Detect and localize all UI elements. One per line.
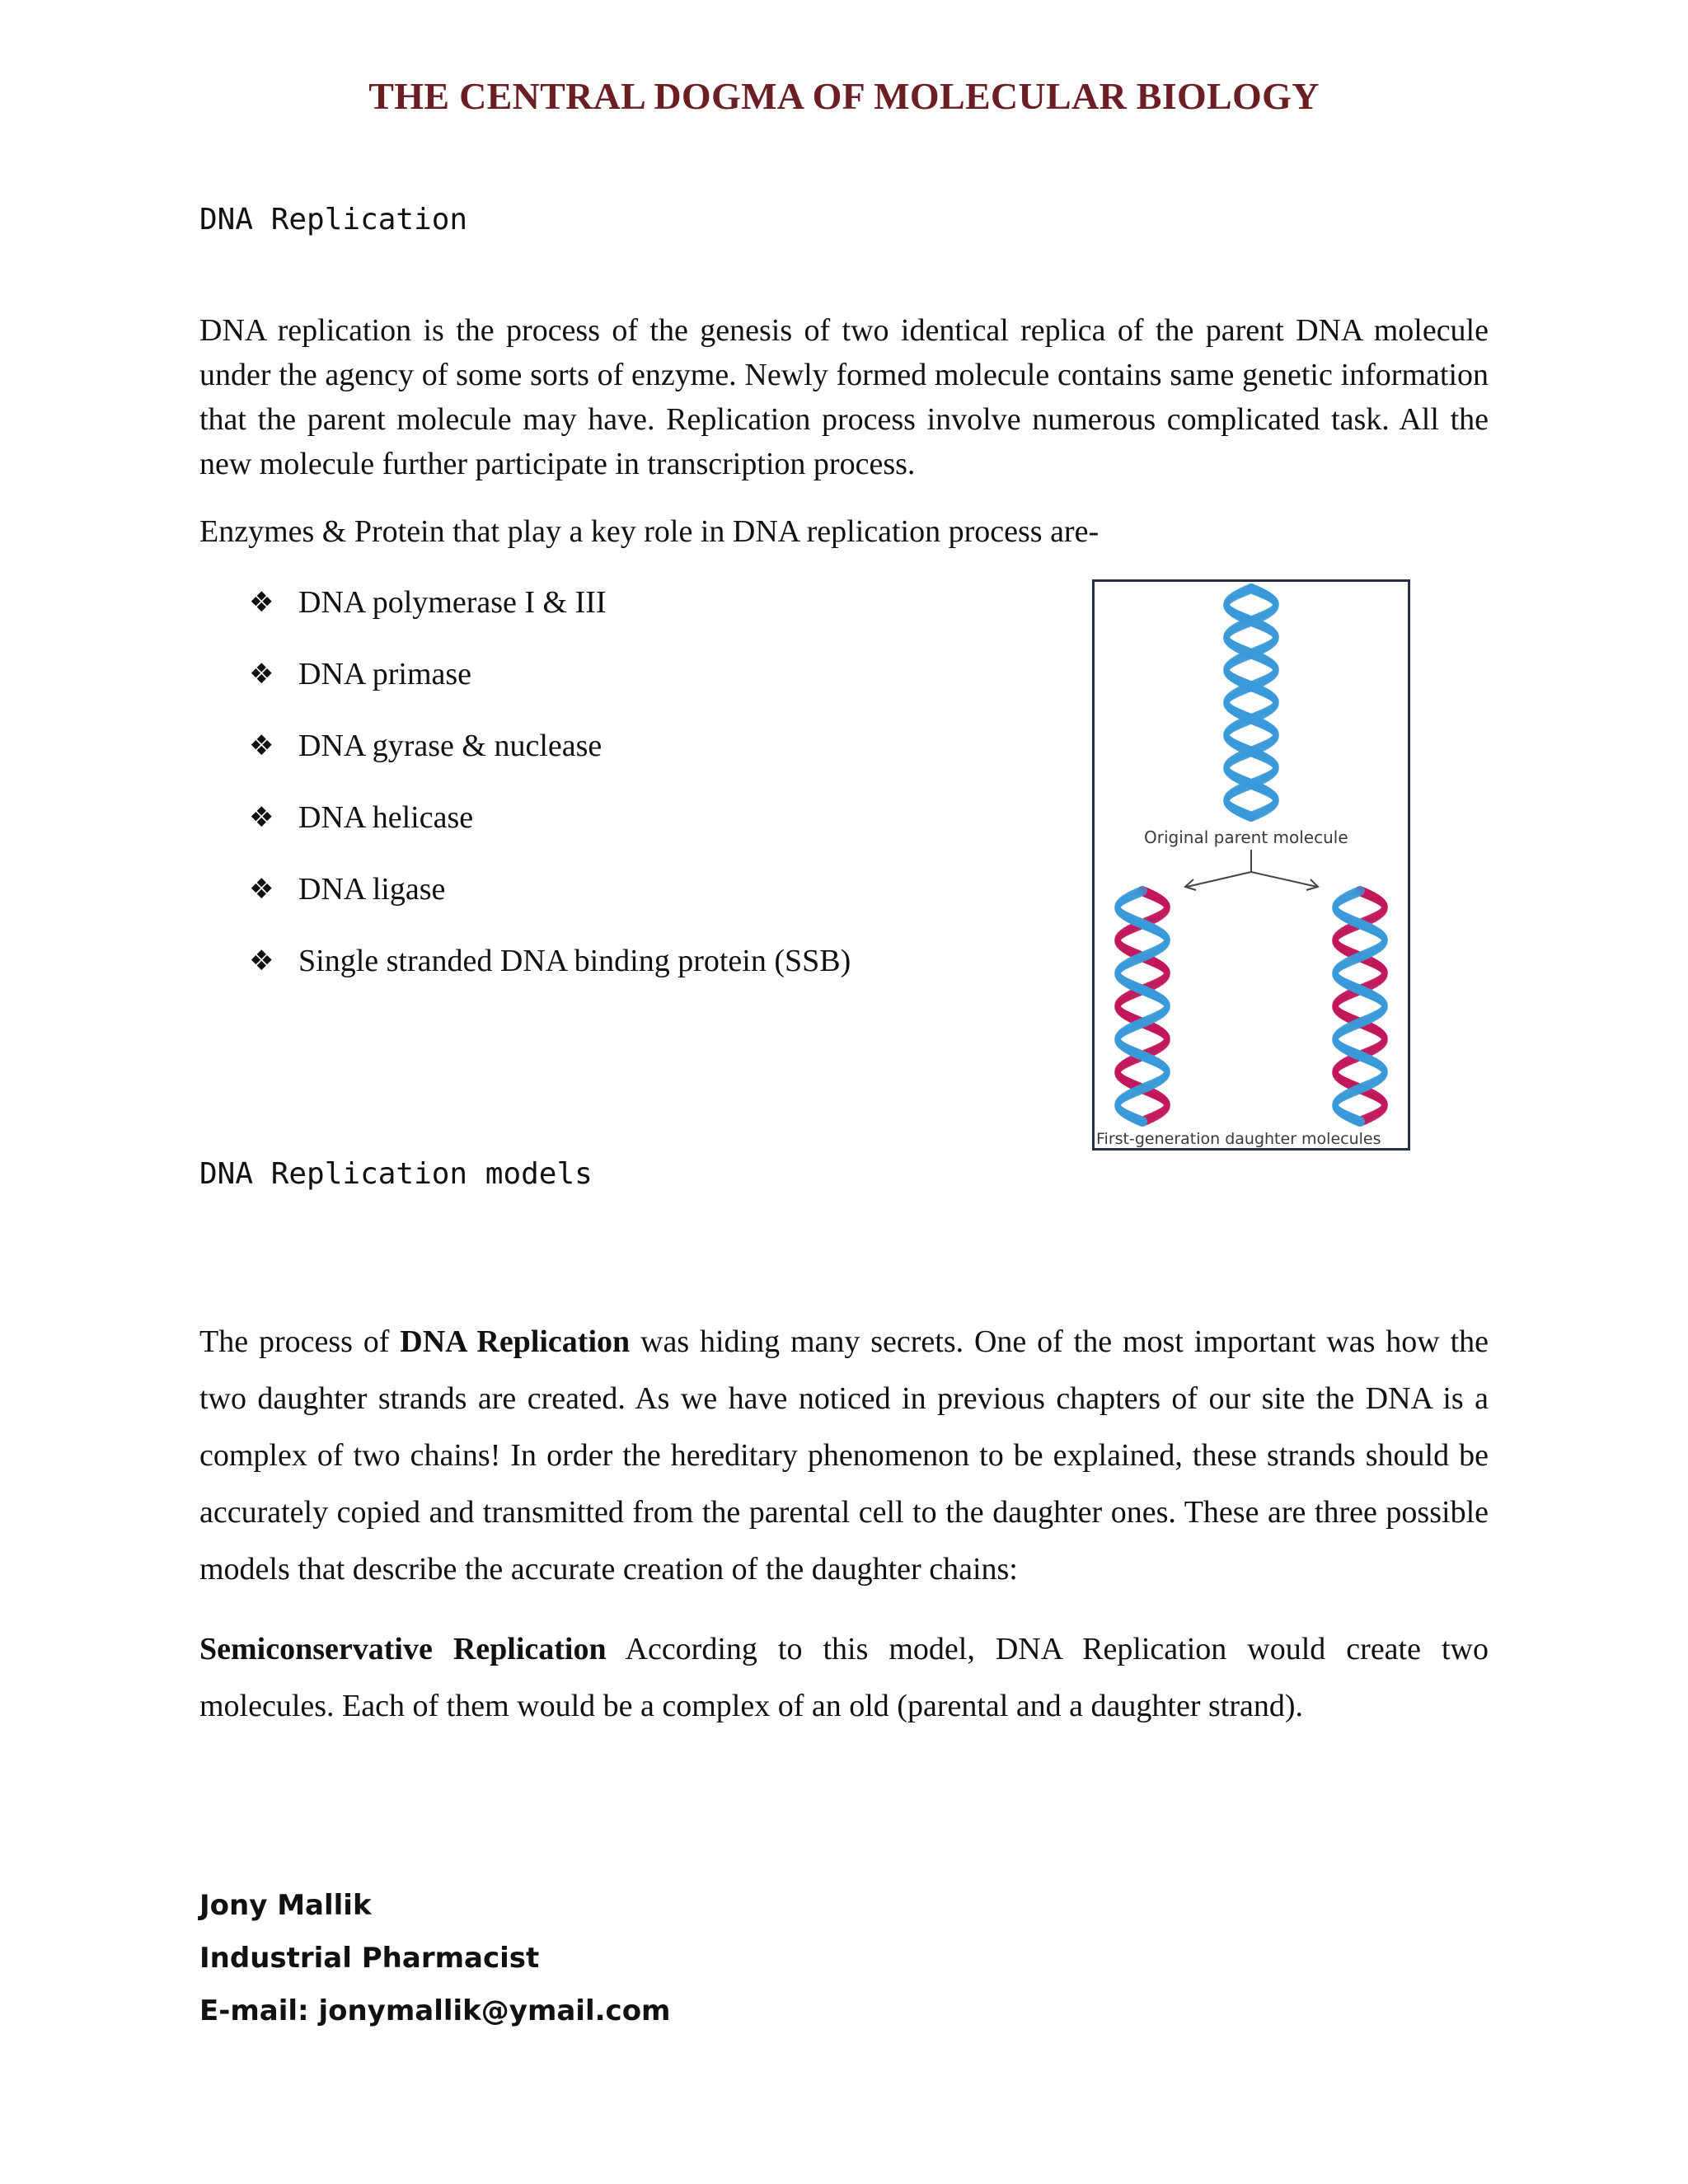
enzymes-lead-text: Enzymes & Protein that play a key role in DNA replication process are- — [199, 514, 1100, 549]
parent-molecule-label: Original parent molecule — [1144, 827, 1348, 847]
semiconservative-heading: Semiconservative Replication — [199, 1632, 607, 1666]
author-role: Industrial Pharmacist — [199, 1942, 540, 1975]
daughter-molecules-label: First-generation daughter molecules — [1096, 1130, 1381, 1148]
list-item-label: DNA polymerase I & III — [298, 585, 607, 620]
dna-replication-figure — [1092, 579, 1410, 1151]
diamond-bullet-icon: ❖ — [249, 658, 274, 691]
diamond-bullet-icon: ❖ — [249, 944, 274, 977]
intro-paragraph-text: DNA replication is the process of the genesis of two identical replica of the parent DNA molecule under the agency of some sorts of enzyme. Newly formed molecule contains same genetic information that the parent molecule may have. Replication process involve numerous complicated task. All the new molecule further participate in transcription process. — [199, 313, 1489, 481]
helix-strand-segment — [1247, 815, 1251, 817]
helix-strand-segment — [1138, 1120, 1142, 1122]
list-item — [249, 583, 851, 655]
page-title: THE CENTRAL DOGMA OF MOLECULAR BIOLOGY — [368, 75, 1320, 117]
models-text-before: The process of — [199, 1324, 401, 1359]
intro-paragraph — [199, 308, 1489, 486]
right-daughter-helix-icon — [1335, 891, 1385, 1122]
list-item-label: Single stranded DNA binding protein (SSB) — [298, 944, 851, 978]
list-item-label: DNA primase — [298, 657, 472, 691]
list-item — [249, 870, 851, 942]
left-daughter-helix-icon — [1118, 891, 1167, 1122]
helix-strand-segment — [1356, 1120, 1360, 1122]
semiconservative-paragraph — [199, 1621, 1489, 1735]
split-arrows-icon — [1185, 850, 1318, 890]
diamond-bullet-icon: ❖ — [249, 586, 274, 619]
enzyme-list — [249, 583, 851, 1014]
list-item — [249, 942, 851, 1014]
diamond-bullet-icon: ❖ — [249, 729, 274, 762]
models-paragraph — [199, 1314, 1489, 1598]
section-heading-dna-replication: DNA Replication — [199, 203, 468, 237]
list-item — [249, 655, 851, 727]
author-email: E-mail: jonymallik@ymail.com — [199, 1994, 671, 2027]
diamond-bullet-icon: ❖ — [249, 801, 274, 834]
list-item — [249, 799, 851, 870]
parent-helix-icon — [1226, 588, 1276, 817]
section-heading-replication-models: DNA Replication models — [199, 1157, 593, 1191]
list-item-label: DNA gyrase & nuclease — [298, 729, 603, 763]
models-text-bold: DNA Replication — [400, 1324, 631, 1359]
diamond-bullet-icon: ❖ — [249, 873, 274, 906]
dna-helix-illustration — [1095, 582, 1408, 1148]
list-item-label: DNA ligase — [298, 872, 446, 907]
models-text-after: was hiding many secrets. One of the most important was how the two daughter strands are created. As we have noticed in previous chapters of our site the DNA is a complex of two chains! In order the hereditary phenomenon to be explained, these strands should be accurately copied and transmitted from the parental cell to the daughter ones. These are three possible models that describe the accurate creation of the daughter chains: — [199, 1324, 1489, 1586]
author-name: Jony Mallik — [199, 1889, 372, 1922]
list-item — [249, 727, 851, 799]
semiconservative-text: According to this model, DNA Replication would create two molecules. Each of them would be a complex of an old (parental and a daughter strand). — [199, 1632, 1489, 1723]
list-item-label: DNA helicase — [298, 800, 474, 835]
